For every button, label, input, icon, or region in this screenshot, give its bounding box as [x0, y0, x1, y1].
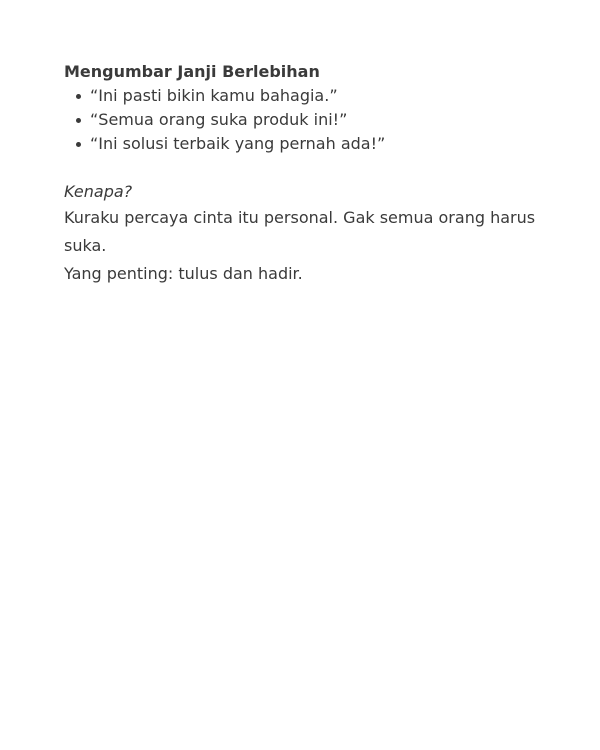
list-item-text: “Ini solusi terbaik yang pernah ada!” — [90, 134, 386, 153]
bullet-icon — [76, 142, 81, 147]
list-item — [76, 132, 536, 156]
paragraph — [64, 204, 536, 288]
paragraph-line-1: Kuraku percaya cinta itu personal. Gak semua orang harus suka. — [64, 208, 536, 255]
bullet-list — [64, 84, 536, 156]
paragraph-line-2: Yang penting: tulus dan hadir. — [64, 264, 303, 283]
section-heading: Mengumbar Janji Berlebihan — [64, 62, 320, 81]
list-item-text: “Ini pasti bikin kamu bahagia.” — [90, 86, 338, 105]
list-item-text: “Semua orang suka produk ini!” — [90, 110, 348, 129]
bullet-icon — [76, 94, 81, 99]
list-item — [76, 84, 536, 108]
question-text: Kenapa? — [64, 182, 133, 201]
bullet-icon — [76, 118, 81, 123]
list-item — [76, 108, 536, 132]
